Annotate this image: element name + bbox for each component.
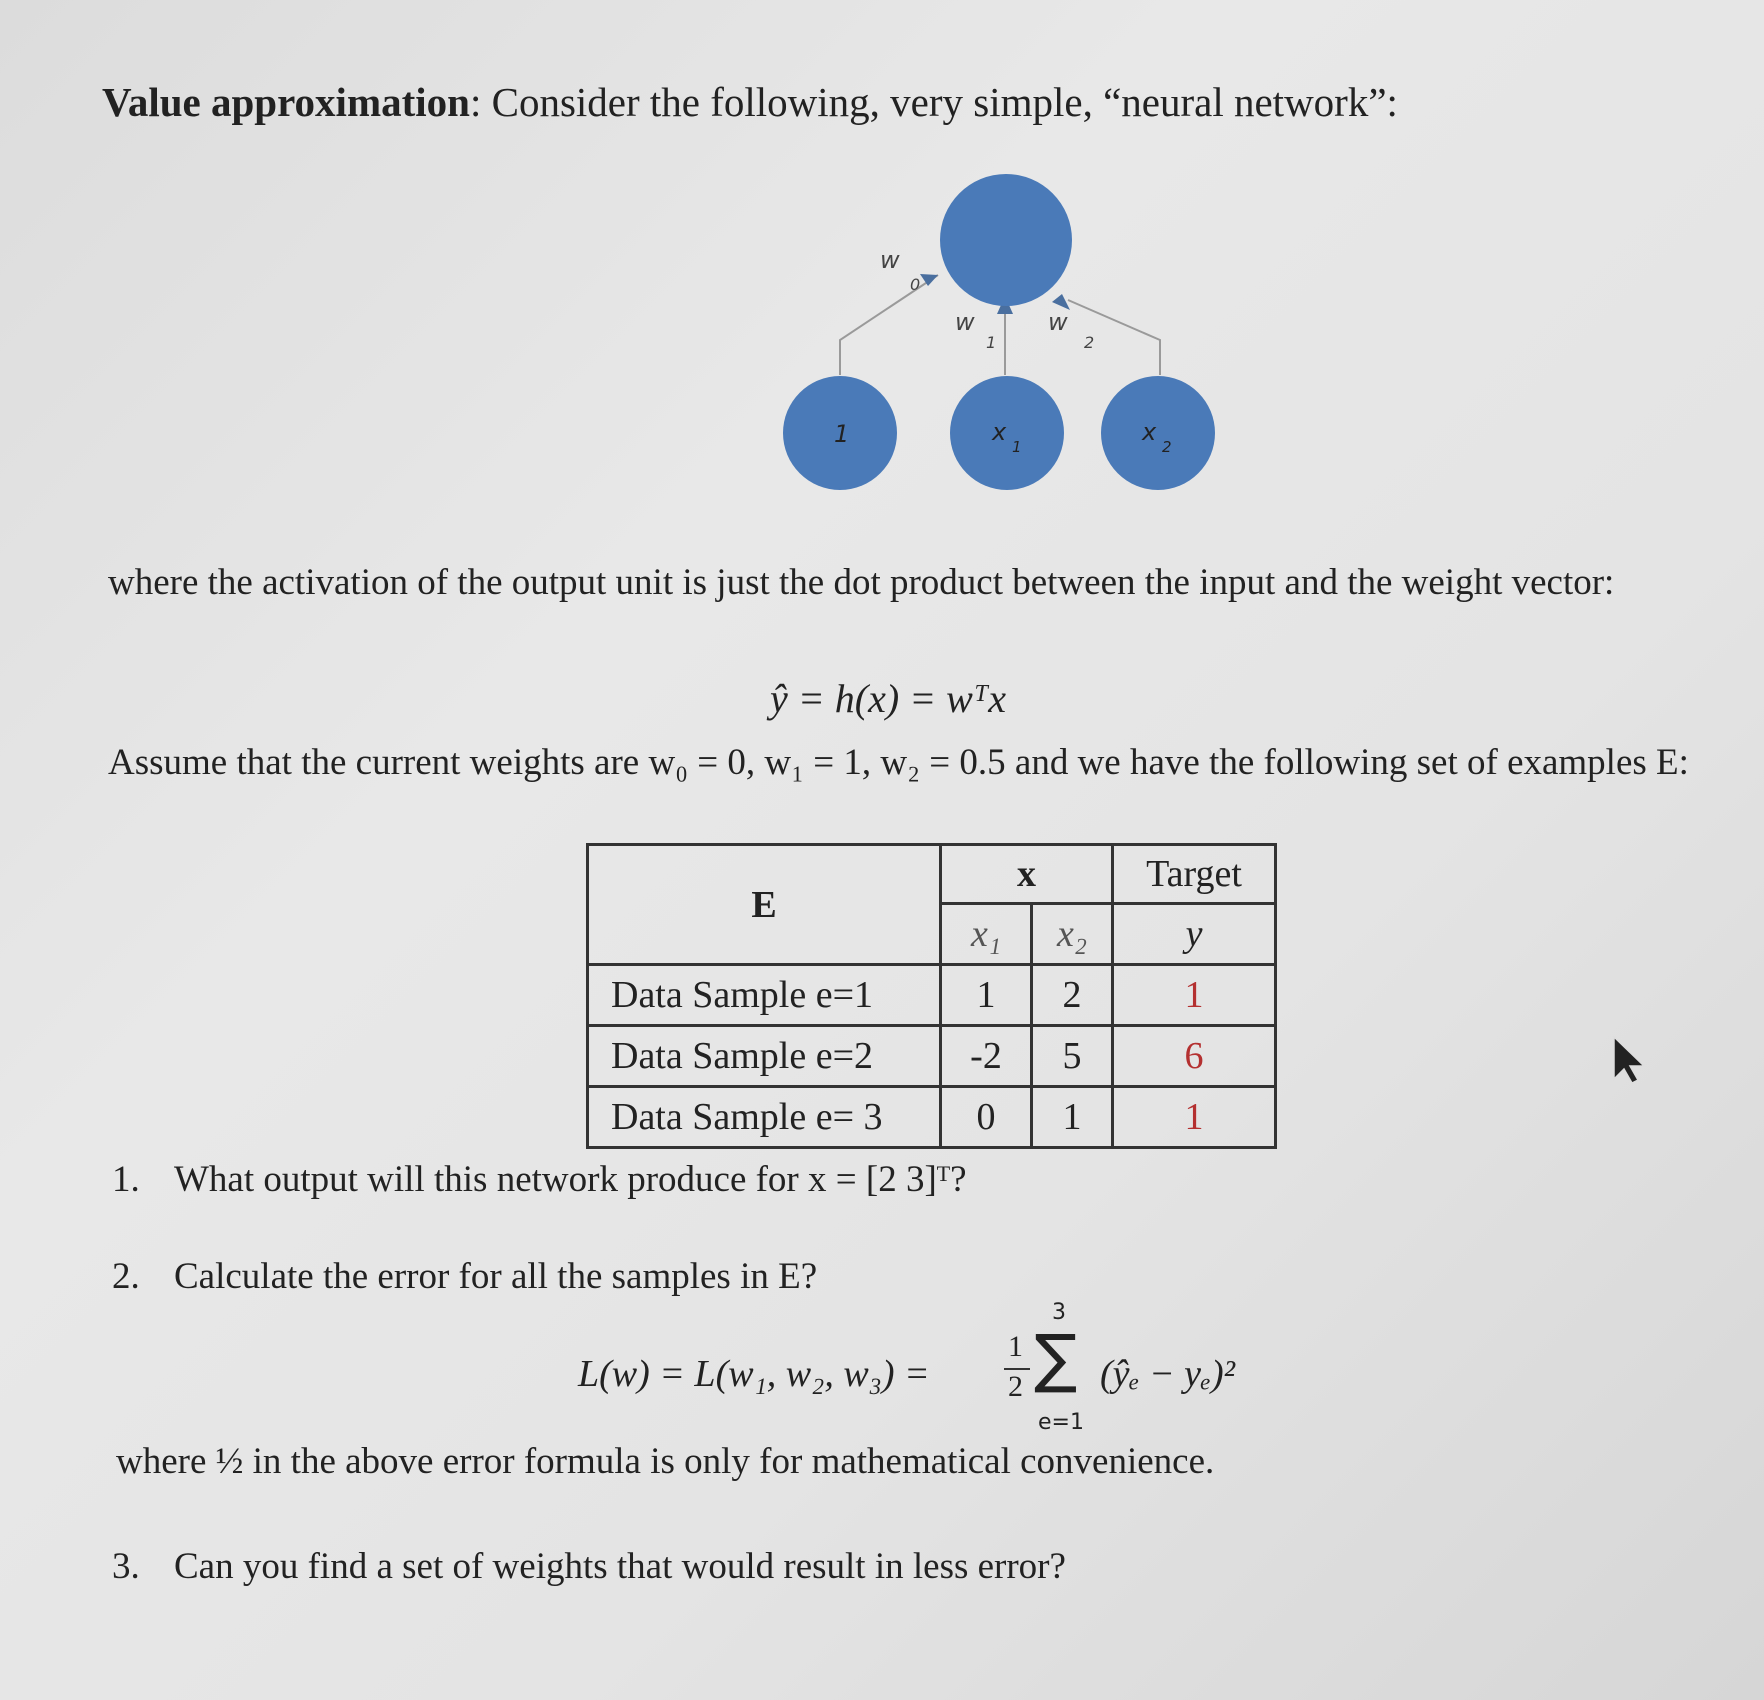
cell-x1: 0: [941, 1087, 1032, 1148]
question-2: [112, 1255, 817, 1298]
label-w1-sub: 1: [986, 333, 997, 352]
intro-paragraph: where the activation of the output unit is just the dot product between the input and the weight vector:: [108, 562, 1615, 603]
subheader-x1: x₁: [941, 904, 1032, 965]
label-w0-sub: 0: [910, 275, 921, 294]
loss-equation: [578, 1300, 1298, 1450]
heading-bold: Value approximation: [102, 79, 470, 125]
loss-frac-num: 1: [1008, 1330, 1023, 1363]
question-1-text: What output will this network produce for x = [2 3]ᵀ?: [174, 1159, 967, 1200]
x2-node-sub: 2: [1162, 438, 1172, 456]
row-label: Data Sample e= 3: [588, 1087, 941, 1148]
question-3-number: 3.: [112, 1546, 140, 1587]
question-1-number: 1.: [112, 1159, 140, 1200]
x1-node-sub: 1: [1012, 438, 1022, 456]
subheader-x2: x₂: [1032, 904, 1113, 965]
question-3-text: Can you find a set of weights that would result in less error?: [174, 1546, 1066, 1587]
question-1: [112, 1158, 967, 1201]
header-x: x: [941, 845, 1113, 904]
question-3: [112, 1545, 1066, 1588]
edge-x2: [1068, 300, 1160, 375]
question-2-number: 2.: [112, 1256, 140, 1297]
x2-node-label: x: [1142, 418, 1157, 446]
label-w0: w: [880, 246, 900, 274]
mouse-cursor-icon: [1612, 1035, 1648, 1085]
x1-node: [950, 376, 1064, 490]
loss-term: (ŷₑ − yₑ)²: [1100, 1353, 1236, 1395]
cell-x2: 5: [1032, 1026, 1113, 1087]
activation-equation: ŷ = h(x) = wᵀx: [770, 676, 1007, 721]
row-label: Data Sample e=2: [588, 1026, 941, 1087]
cell-y: 6: [1113, 1026, 1276, 1087]
cell-x1: -2: [941, 1026, 1032, 1087]
output-node: [940, 174, 1072, 306]
cell-y: 1: [1113, 1087, 1276, 1148]
loss-frac-den: 2: [1008, 1370, 1023, 1403]
row-label: Data Sample e=1: [588, 965, 941, 1026]
table-row: [588, 1087, 1276, 1148]
bias-node-label: 1: [834, 420, 850, 448]
table-row: [588, 965, 1276, 1026]
label-w1: w: [955, 308, 975, 336]
question-2-text: Calculate the error for all the samples in E?: [174, 1256, 818, 1297]
sum-top: 3: [1052, 1300, 1066, 1325]
x1-node-label: x: [992, 418, 1007, 446]
x2-node: [1101, 376, 1215, 490]
subheader-y: y: [1113, 904, 1276, 965]
examples-table: [586, 843, 1277, 1149]
cell-x2: 2: [1032, 965, 1113, 1026]
header-target: Target: [1113, 845, 1276, 904]
label-w2: w: [1048, 308, 1068, 336]
heading-rest: : Consider the following, very simple, “neural network”:: [469, 79, 1398, 125]
label-w2-sub: 2: [1084, 333, 1095, 352]
sigma-icon: ∑: [1034, 1322, 1078, 1396]
cell-x1: 1: [941, 965, 1032, 1026]
cell-y: 1: [1113, 965, 1276, 1026]
cell-x2: 1: [1032, 1087, 1113, 1148]
header-e: E: [588, 845, 941, 965]
loss-lhs: L(w) = L(w₁, w₂, w₃) =: [578, 1353, 930, 1395]
table-row: [588, 1026, 1276, 1087]
neural-network-diagram: [760, 170, 1240, 500]
heading: [102, 78, 1398, 126]
sum-bottom: e=1: [1038, 1410, 1084, 1435]
error-note: where ½ in the above error formula is only for mathematical convenience.: [116, 1441, 1215, 1482]
edge-bias: [840, 275, 938, 375]
assumption-paragraph: Assume that the current weights are w₀ = 0, w₁ = 1, w₂ = 0.5 and we have the following set of examples E:: [108, 742, 1689, 783]
